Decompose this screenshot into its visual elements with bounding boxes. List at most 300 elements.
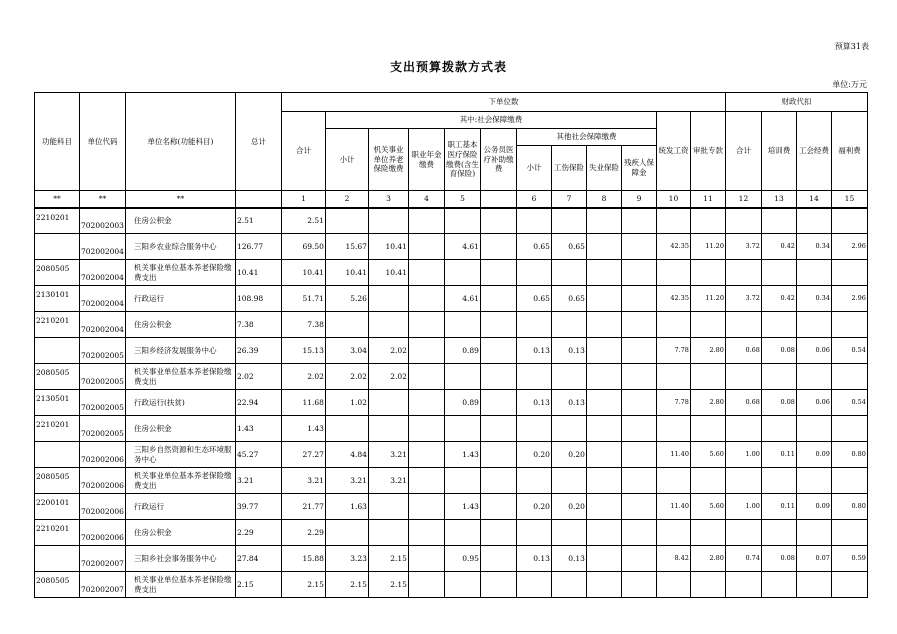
- value-cell: 0.42: [761, 234, 796, 260]
- col-num: 1: [281, 191, 325, 208]
- value-cell: 51.71: [281, 286, 325, 312]
- value-cell: [586, 572, 621, 598]
- table-row: [35, 416, 868, 442]
- value-cell: [831, 520, 867, 546]
- col-num: 6: [516, 191, 551, 208]
- table-row: [35, 442, 868, 468]
- mark-code: **: [80, 191, 126, 208]
- header-civil: 公务员医疗补助缴费: [480, 129, 516, 191]
- value-cell: [621, 442, 656, 468]
- header-union: 工会经费: [796, 112, 831, 191]
- value-cell: [480, 390, 516, 416]
- value-cell: [761, 416, 796, 442]
- func-code-cell: 2080505: [35, 572, 80, 598]
- unit-name-cell: 三阳乡经济发展服务中心: [125, 338, 235, 364]
- value-cell: [444, 520, 480, 546]
- value-cell: [408, 520, 444, 546]
- header-lower-units: 下单位数: [281, 93, 725, 112]
- value-cell: 0.42: [761, 286, 796, 312]
- value-cell: 10.41: [368, 260, 408, 286]
- value-cell: 10.41: [368, 234, 408, 260]
- table-row: [35, 286, 868, 312]
- mark-blank: [235, 191, 281, 208]
- value-cell: 27.27: [281, 442, 325, 468]
- unit-code-cell: 702002007: [80, 572, 126, 598]
- unit-name-cell: 三阳乡农业综合服务中心: [125, 234, 235, 260]
- func-code-cell: [35, 442, 80, 468]
- func-code-cell: 2210201: [35, 208, 80, 234]
- func-code-cell: [35, 234, 80, 260]
- value-cell: 3.72: [725, 234, 761, 260]
- value-cell: 0.06: [796, 390, 831, 416]
- value-cell: [796, 416, 831, 442]
- value-cell: 4.84: [325, 442, 368, 468]
- value-cell: 5.60: [690, 442, 725, 468]
- value-cell: 3.21: [281, 468, 325, 494]
- value-cell: 1.00: [725, 442, 761, 468]
- value-cell: [761, 208, 796, 234]
- value-cell: 0.09: [796, 494, 831, 520]
- value-cell: 15.88: [281, 546, 325, 572]
- value-cell: 0.34: [796, 234, 831, 260]
- value-cell: [761, 364, 796, 390]
- header-func-code: 功能科目: [35, 93, 80, 191]
- value-cell: [408, 416, 444, 442]
- value-cell: 0.65: [551, 286, 586, 312]
- value-cell: [480, 494, 516, 520]
- func-code-cell: 2210201: [35, 520, 80, 546]
- total-cell: 27.84: [235, 546, 281, 572]
- value-cell: [586, 234, 621, 260]
- header-audit: 审批专款: [690, 112, 725, 191]
- value-cell: [796, 312, 831, 338]
- header-subtotal: 小计: [325, 129, 368, 191]
- total-cell: 2.29: [235, 520, 281, 546]
- col-num: 7: [551, 191, 586, 208]
- budget-table: [34, 92, 868, 598]
- value-cell: [690, 260, 725, 286]
- unit-code-cell: 702002004: [80, 312, 126, 338]
- unit-code-cell: 702002006: [80, 494, 126, 520]
- value-cell: 4.61: [444, 234, 480, 260]
- header-training: 培训费: [761, 112, 796, 191]
- value-cell: 15.13: [281, 338, 325, 364]
- value-cell: 2.02: [368, 364, 408, 390]
- value-cell: [551, 260, 586, 286]
- unit-name-cell: 三阳乡自然资源和生态环境服务中心: [125, 442, 235, 468]
- value-cell: [831, 416, 867, 442]
- table-row: [35, 546, 868, 572]
- value-cell: [368, 390, 408, 416]
- unit-name-cell: 机关事业单位基本养老保险缴费支出: [125, 364, 235, 390]
- unit-name-cell: 住房公积金: [125, 416, 235, 442]
- value-cell: [325, 208, 368, 234]
- value-cell: 3.21: [368, 442, 408, 468]
- value-cell: [621, 260, 656, 286]
- value-cell: 0.13: [516, 390, 551, 416]
- value-cell: 42.35: [656, 234, 690, 260]
- value-cell: [831, 468, 867, 494]
- value-cell: [656, 416, 690, 442]
- value-cell: [444, 312, 480, 338]
- value-cell: [725, 468, 761, 494]
- value-cell: 0.89: [444, 390, 480, 416]
- value-cell: 0.11: [761, 442, 796, 468]
- value-cell: 11.40: [656, 442, 690, 468]
- func-code-cell: 2130501: [35, 390, 80, 416]
- unit-name-cell: 住房公积金: [125, 208, 235, 234]
- value-cell: [480, 468, 516, 494]
- value-cell: [656, 520, 690, 546]
- value-cell: [551, 572, 586, 598]
- header-unit-code: 单位代码: [80, 93, 126, 191]
- col-num: 9: [621, 191, 656, 208]
- total-cell: 7.38: [235, 312, 281, 338]
- value-cell: [325, 520, 368, 546]
- value-cell: 2.51: [281, 208, 325, 234]
- value-cell: 2.15: [281, 572, 325, 598]
- unit-name-cell: 住房公积金: [125, 312, 235, 338]
- value-cell: [408, 442, 444, 468]
- value-cell: 2.15: [368, 572, 408, 598]
- value-cell: 69.50: [281, 234, 325, 260]
- value-cell: [408, 312, 444, 338]
- value-cell: 10.41: [281, 260, 325, 286]
- value-cell: 4.61: [444, 286, 480, 312]
- value-cell: [480, 520, 516, 546]
- value-cell: [444, 208, 480, 234]
- value-cell: [480, 338, 516, 364]
- mark-func: **: [35, 191, 80, 208]
- header-fiscal-sum: 合计: [725, 112, 761, 191]
- func-code-cell: 2200101: [35, 494, 80, 520]
- value-cell: [551, 364, 586, 390]
- value-cell: 0.65: [551, 234, 586, 260]
- value-cell: [516, 260, 551, 286]
- value-cell: [796, 572, 831, 598]
- table-row: [35, 390, 868, 416]
- value-cell: [480, 312, 516, 338]
- value-cell: [408, 338, 444, 364]
- header-other-subtotal: 小计: [516, 146, 551, 191]
- value-cell: [690, 572, 725, 598]
- value-cell: [516, 572, 551, 598]
- value-cell: [796, 260, 831, 286]
- value-cell: 2.15: [368, 546, 408, 572]
- value-cell: [761, 572, 796, 598]
- header-unit-name: 单位名称(功能科目): [125, 93, 235, 191]
- value-cell: [725, 312, 761, 338]
- value-cell: [690, 468, 725, 494]
- total-cell: 45.27: [235, 442, 281, 468]
- value-cell: [368, 208, 408, 234]
- total-cell: 3.21: [235, 468, 281, 494]
- value-cell: [621, 208, 656, 234]
- value-cell: 11.20: [690, 286, 725, 312]
- form-number: 预算31表: [834, 42, 869, 51]
- func-code-cell: [35, 338, 80, 364]
- total-cell: 26.39: [235, 338, 281, 364]
- unit-code-cell: 702002005: [80, 390, 126, 416]
- header-annuity: 职业年金缴费: [408, 129, 444, 191]
- func-code-cell: 2080505: [35, 260, 80, 286]
- value-cell: [621, 494, 656, 520]
- value-cell: 2.96: [831, 234, 867, 260]
- total-cell: 2.51: [235, 208, 281, 234]
- value-cell: [796, 468, 831, 494]
- value-cell: [368, 520, 408, 546]
- value-cell: [325, 416, 368, 442]
- value-cell: 1.63: [325, 494, 368, 520]
- header-injury: 工伤保险: [551, 146, 586, 191]
- value-cell: [551, 520, 586, 546]
- value-cell: [444, 468, 480, 494]
- value-cell: [368, 494, 408, 520]
- value-cell: 1.43: [444, 494, 480, 520]
- func-code-cell: 2080505: [35, 364, 80, 390]
- value-cell: [325, 312, 368, 338]
- value-cell: 0.54: [831, 338, 867, 364]
- unit-code-cell: 702002006: [80, 468, 126, 494]
- value-cell: 15.67: [325, 234, 368, 260]
- unit-code-cell: 702002004: [80, 260, 126, 286]
- value-cell: 1.02: [325, 390, 368, 416]
- table-row: [35, 208, 868, 234]
- value-cell: [690, 364, 725, 390]
- table-row: [35, 338, 868, 364]
- col-num: 13: [761, 191, 796, 208]
- value-cell: 0.13: [516, 338, 551, 364]
- value-cell: 0.08: [761, 338, 796, 364]
- unit-name-cell: 行政运行(扶贫): [125, 390, 235, 416]
- value-cell: 0.13: [551, 546, 586, 572]
- mark-name: **: [125, 191, 235, 208]
- unit-code-cell: 702002007: [80, 546, 126, 572]
- value-cell: [725, 260, 761, 286]
- header-wage: 统发工资: [656, 112, 690, 191]
- col-num: 14: [796, 191, 831, 208]
- value-cell: [408, 468, 444, 494]
- value-cell: 11.20: [690, 234, 725, 260]
- value-cell: 0.95: [444, 546, 480, 572]
- col-num: 11: [690, 191, 725, 208]
- unit-name-cell: 机关事业单位基本养老保险缴费支出: [125, 260, 235, 286]
- unit-name-cell: 机关事业单位基本养老保险缴费支出: [125, 468, 235, 494]
- value-cell: [796, 520, 831, 546]
- value-cell: [480, 364, 516, 390]
- value-cell: 0.65: [516, 234, 551, 260]
- value-cell: [408, 572, 444, 598]
- value-cell: [444, 364, 480, 390]
- value-cell: 3.21: [368, 468, 408, 494]
- value-cell: [551, 312, 586, 338]
- value-cell: [831, 312, 867, 338]
- value-cell: [516, 208, 551, 234]
- value-cell: [725, 520, 761, 546]
- value-cell: [761, 520, 796, 546]
- table-row: [35, 520, 868, 546]
- value-cell: 2.15: [325, 572, 368, 598]
- unit-code-cell: 702002005: [80, 364, 126, 390]
- header-unemploy: 失业保险: [586, 146, 621, 191]
- value-cell: [516, 520, 551, 546]
- value-cell: [621, 390, 656, 416]
- unit-label: 单位:万元: [832, 80, 867, 89]
- col-num: 5: [444, 191, 480, 208]
- value-cell: 7.38: [281, 312, 325, 338]
- value-cell: [761, 468, 796, 494]
- value-cell: 11.68: [281, 390, 325, 416]
- value-cell: 0.11: [761, 494, 796, 520]
- value-cell: [690, 312, 725, 338]
- col-num: 10: [656, 191, 690, 208]
- value-cell: 0.68: [725, 338, 761, 364]
- value-cell: 0.80: [831, 442, 867, 468]
- value-cell: 2.29: [281, 520, 325, 546]
- table-row: [35, 494, 868, 520]
- value-cell: [796, 208, 831, 234]
- col-num: 2: [325, 191, 368, 208]
- value-cell: [408, 364, 444, 390]
- value-cell: [586, 286, 621, 312]
- value-cell: [586, 520, 621, 546]
- value-cell: 21.77: [281, 494, 325, 520]
- value-cell: 1.43: [444, 442, 480, 468]
- value-cell: 3.21: [325, 468, 368, 494]
- value-cell: 1.00: [725, 494, 761, 520]
- value-cell: [480, 286, 516, 312]
- value-cell: [480, 546, 516, 572]
- value-cell: 7.78: [656, 338, 690, 364]
- value-cell: [586, 494, 621, 520]
- unit-code-cell: 702002006: [80, 520, 126, 546]
- value-cell: 5.26: [325, 286, 368, 312]
- value-cell: [621, 572, 656, 598]
- unit-code-cell: 702002004: [80, 286, 126, 312]
- value-cell: [586, 364, 621, 390]
- header-disabled: 残疾人保障金: [621, 146, 656, 191]
- value-cell: [551, 416, 586, 442]
- value-cell: 0.08: [761, 390, 796, 416]
- value-cell: [480, 416, 516, 442]
- value-cell: 0.65: [516, 286, 551, 312]
- func-code-cell: 2210201: [35, 312, 80, 338]
- value-cell: [408, 494, 444, 520]
- value-cell: 5.60: [690, 494, 725, 520]
- value-cell: [621, 338, 656, 364]
- value-cell: [725, 572, 761, 598]
- value-cell: [480, 572, 516, 598]
- value-cell: [586, 442, 621, 468]
- unit-code-cell: 702002006: [80, 442, 126, 468]
- value-cell: [621, 364, 656, 390]
- value-cell: 42.35: [656, 286, 690, 312]
- value-cell: [656, 572, 690, 598]
- value-cell: [621, 546, 656, 572]
- value-cell: [586, 312, 621, 338]
- total-cell: 2.15: [235, 572, 281, 598]
- value-cell: 3.23: [325, 546, 368, 572]
- unit-code-cell: 702002005: [80, 338, 126, 364]
- func-code-cell: 2130101: [35, 286, 80, 312]
- value-cell: [368, 416, 408, 442]
- col-num: 8: [586, 191, 621, 208]
- value-cell: [480, 234, 516, 260]
- header-total: 总计: [235, 93, 281, 191]
- value-cell: [656, 208, 690, 234]
- value-cell: [516, 468, 551, 494]
- value-cell: [444, 416, 480, 442]
- total-cell: 39.77: [235, 494, 281, 520]
- value-cell: 0.34: [796, 286, 831, 312]
- value-cell: [368, 286, 408, 312]
- table-row: [35, 312, 868, 338]
- value-cell: [761, 312, 796, 338]
- value-cell: [690, 416, 725, 442]
- page-title: 支出预算拨款方式表: [389, 60, 507, 74]
- unit-name-cell: 住房公积金: [125, 520, 235, 546]
- value-cell: 0.80: [831, 494, 867, 520]
- value-cell: [656, 260, 690, 286]
- unit-code-cell: 702002005: [80, 416, 126, 442]
- table-row: [35, 234, 868, 260]
- value-cell: [586, 416, 621, 442]
- value-cell: 2.02: [281, 364, 325, 390]
- value-cell: [725, 208, 761, 234]
- value-cell: 1.43: [281, 416, 325, 442]
- value-cell: 2.80: [690, 546, 725, 572]
- value-cell: [621, 286, 656, 312]
- value-cell: [725, 364, 761, 390]
- value-cell: [831, 364, 867, 390]
- value-cell: 2.02: [368, 338, 408, 364]
- col-num: [480, 191, 516, 208]
- value-cell: 0.59: [831, 546, 867, 572]
- value-cell: [408, 260, 444, 286]
- value-cell: [621, 468, 656, 494]
- value-cell: 0.20: [551, 442, 586, 468]
- value-cell: [368, 312, 408, 338]
- unit-code-cell: 702002004: [80, 234, 126, 260]
- value-cell: [408, 208, 444, 234]
- value-cell: 0.07: [796, 546, 831, 572]
- value-cell: [656, 364, 690, 390]
- col-num: 4: [408, 191, 444, 208]
- value-cell: [586, 338, 621, 364]
- value-cell: [725, 416, 761, 442]
- col-num: 15: [831, 191, 867, 208]
- func-code-cell: 2210201: [35, 416, 80, 442]
- func-code-cell: 2080505: [35, 468, 80, 494]
- unit-name-cell: 行政运行: [125, 286, 235, 312]
- value-cell: [761, 260, 796, 286]
- value-cell: [690, 208, 725, 234]
- value-cell: 10.41: [325, 260, 368, 286]
- value-cell: 0.20: [516, 442, 551, 468]
- value-cell: 0.13: [516, 546, 551, 572]
- total-cell: 22.94: [235, 390, 281, 416]
- value-cell: [621, 234, 656, 260]
- value-cell: [690, 520, 725, 546]
- value-cell: [444, 260, 480, 286]
- value-cell: [831, 572, 867, 598]
- col-num: 12: [725, 191, 761, 208]
- value-cell: [551, 208, 586, 234]
- header-fiscal: 财政代扣: [725, 93, 867, 112]
- value-cell: [516, 364, 551, 390]
- value-cell: 0.68: [725, 390, 761, 416]
- header-pension: 机关事业单位养老保险缴费: [368, 129, 408, 191]
